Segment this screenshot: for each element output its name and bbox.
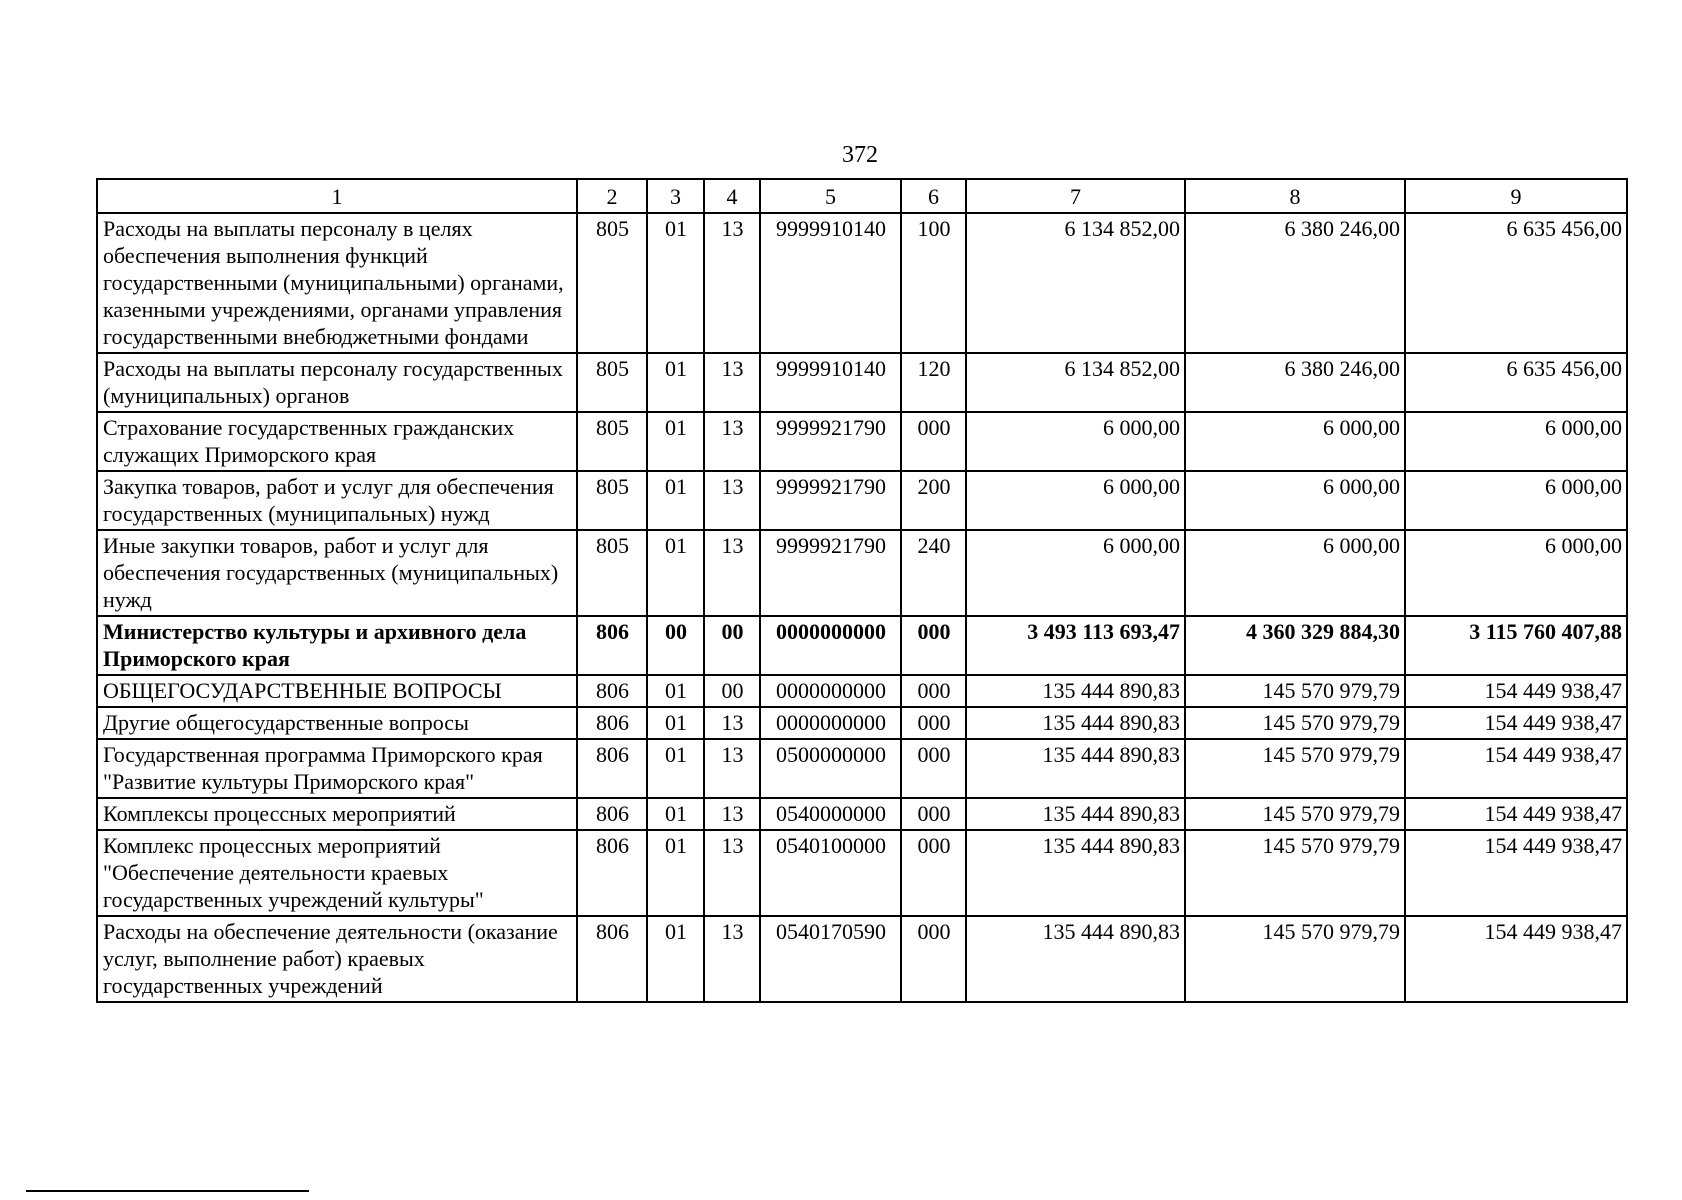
- code-cell: 0500000000: [760, 739, 901, 798]
- code-cell: 120: [901, 353, 966, 412]
- code-cell: 01: [647, 739, 704, 798]
- table-row: [97, 616, 1627, 675]
- code-cell: 9999910140: [760, 353, 901, 412]
- amount-cell: 145 570 979,79: [1185, 916, 1405, 1002]
- row-name-cell: Страхование государственных гражданских служащих Приморского края: [97, 412, 577, 471]
- code-cell: 13: [704, 707, 760, 739]
- amount-cell: 6 000,00: [1405, 471, 1627, 530]
- row-name-cell: Комплексы процессных мероприятий: [97, 798, 577, 830]
- row-name-cell: Расходы на выплаты персоналу государственных (муниципальных) органов: [97, 353, 577, 412]
- header-cell: 8: [1185, 179, 1405, 213]
- amount-cell: 154 449 938,47: [1405, 675, 1627, 707]
- amount-cell: 145 570 979,79: [1185, 830, 1405, 916]
- amount-cell: 6 000,00: [1405, 412, 1627, 471]
- code-cell: 13: [704, 213, 760, 353]
- code-cell: 200: [901, 471, 966, 530]
- amount-cell: 6 380 246,00: [1185, 353, 1405, 412]
- code-cell: 13: [704, 530, 760, 616]
- amount-cell: 145 570 979,79: [1185, 739, 1405, 798]
- code-cell: 00: [704, 616, 760, 675]
- amount-cell: 4 360 329 884,30: [1185, 616, 1405, 675]
- row-name-cell: Министерство культуры и архивного дела Приморского края: [97, 616, 577, 675]
- header-cell: 9: [1405, 179, 1627, 213]
- amount-cell: 3 115 760 407,88: [1405, 616, 1627, 675]
- code-cell: 0540100000: [760, 830, 901, 916]
- amount-cell: 154 449 938,47: [1405, 798, 1627, 830]
- code-cell: 01: [647, 707, 704, 739]
- code-cell: 805: [577, 530, 647, 616]
- row-name-cell: Комплекс процессных мероприятий "Обеспечение деятельности краевых государственных учреждений культуры": [97, 830, 577, 916]
- amount-cell: 135 444 890,83: [966, 675, 1185, 707]
- code-cell: 000: [901, 739, 966, 798]
- code-cell: 9999921790: [760, 412, 901, 471]
- row-name-cell: ОБЩЕГОСУДАРСТВЕННЫЕ ВОПРОСЫ: [97, 675, 577, 707]
- amount-cell: 135 444 890,83: [966, 707, 1185, 739]
- code-cell: 806: [577, 707, 647, 739]
- code-cell: 01: [647, 213, 704, 353]
- table-row: [97, 739, 1627, 798]
- code-cell: 806: [577, 830, 647, 916]
- header-cell: 5: [760, 179, 901, 213]
- code-cell: 13: [704, 471, 760, 530]
- amount-cell: 145 570 979,79: [1185, 675, 1405, 707]
- budget-table: [96, 178, 1628, 1003]
- amount-cell: 135 444 890,83: [966, 916, 1185, 1002]
- amount-cell: 6 000,00: [1185, 530, 1405, 616]
- code-cell: 01: [647, 353, 704, 412]
- amount-cell: 6 000,00: [1405, 530, 1627, 616]
- code-cell: 13: [704, 798, 760, 830]
- amount-cell: 135 444 890,83: [966, 739, 1185, 798]
- code-cell: 805: [577, 471, 647, 530]
- row-name-cell: Расходы на обеспечение деятельности (оказание услуг, выполнение работ) краевых государственных учреждений: [97, 916, 577, 1002]
- code-cell: 805: [577, 213, 647, 353]
- amount-cell: 154 449 938,47: [1405, 916, 1627, 1002]
- code-cell: 13: [704, 916, 760, 1002]
- code-cell: 01: [647, 675, 704, 707]
- row-name-cell: Другие общегосударственные вопросы: [97, 707, 577, 739]
- amount-cell: 6 000,00: [966, 471, 1185, 530]
- amount-cell: 6 635 456,00: [1405, 213, 1627, 353]
- table-row: [97, 471, 1627, 530]
- amount-cell: 3 493 113 693,47: [966, 616, 1185, 675]
- code-cell: 806: [577, 616, 647, 675]
- code-cell: 13: [704, 739, 760, 798]
- header-cell: 3: [647, 179, 704, 213]
- code-cell: 000: [901, 798, 966, 830]
- amount-cell: 135 444 890,83: [966, 798, 1185, 830]
- code-cell: 806: [577, 916, 647, 1002]
- code-cell: 0540170590: [760, 916, 901, 1002]
- code-cell: 0000000000: [760, 616, 901, 675]
- amount-cell: 135 444 890,83: [966, 830, 1185, 916]
- amount-cell: 6 000,00: [966, 412, 1185, 471]
- code-cell: 806: [577, 798, 647, 830]
- code-cell: 9999921790: [760, 471, 901, 530]
- footnote-divider: [26, 1190, 309, 1192]
- row-name-cell: Закупка товаров, работ и услуг для обеспечения государственных (муниципальных) нужд: [97, 471, 577, 530]
- code-cell: 805: [577, 412, 647, 471]
- code-cell: 000: [901, 616, 966, 675]
- code-cell: 13: [704, 412, 760, 471]
- code-cell: 806: [577, 675, 647, 707]
- code-cell: 000: [901, 830, 966, 916]
- code-cell: 00: [704, 675, 760, 707]
- amount-cell: 145 570 979,79: [1185, 707, 1405, 739]
- table-row: [97, 798, 1627, 830]
- amount-cell: 6 380 246,00: [1185, 213, 1405, 353]
- table-row: [97, 353, 1627, 412]
- amount-cell: 145 570 979,79: [1185, 798, 1405, 830]
- row-name-cell: Государственная программа Приморского края "Развитие культуры Приморского края": [97, 739, 577, 798]
- code-cell: 806: [577, 739, 647, 798]
- amount-cell: 6 000,00: [966, 530, 1185, 616]
- row-name-cell: Иные закупки товаров, работ и услуг для обеспечения государственных (муниципальных) нужд: [97, 530, 577, 616]
- code-cell: 01: [647, 471, 704, 530]
- code-cell: 805: [577, 353, 647, 412]
- code-cell: 000: [901, 412, 966, 471]
- amount-cell: 6 000,00: [1185, 471, 1405, 530]
- table-row: [97, 530, 1627, 616]
- amount-cell: 6 134 852,00: [966, 353, 1185, 412]
- table-row: [97, 707, 1627, 739]
- code-cell: 0540000000: [760, 798, 901, 830]
- header-cell: 1: [97, 179, 577, 213]
- amount-cell: 154 449 938,47: [1405, 739, 1627, 798]
- header-cell: 7: [966, 179, 1185, 213]
- code-cell: 100: [901, 213, 966, 353]
- header-cell: 2: [577, 179, 647, 213]
- header-cell: 4: [704, 179, 760, 213]
- code-cell: 0000000000: [760, 707, 901, 739]
- code-cell: 01: [647, 830, 704, 916]
- code-cell: 13: [704, 353, 760, 412]
- code-cell: 01: [647, 916, 704, 1002]
- amount-cell: 154 449 938,47: [1405, 707, 1627, 739]
- table-row: [97, 213, 1627, 353]
- code-cell: 9999910140: [760, 213, 901, 353]
- table-row: [97, 675, 1627, 707]
- page-number: 372: [842, 142, 878, 168]
- amount-cell: 6 635 456,00: [1405, 353, 1627, 412]
- amount-cell: 6 134 852,00: [966, 213, 1185, 353]
- code-cell: 00: [647, 616, 704, 675]
- table-row: [97, 412, 1627, 471]
- table-row: [97, 916, 1627, 1002]
- header-row: [97, 179, 1627, 213]
- code-cell: 000: [901, 707, 966, 739]
- code-cell: 240: [901, 530, 966, 616]
- code-cell: 01: [647, 798, 704, 830]
- header-cell: 6: [901, 179, 966, 213]
- table-row: [97, 830, 1627, 916]
- code-cell: 9999921790: [760, 530, 901, 616]
- row-name-cell: Расходы на выплаты персоналу в целях обеспечения выполнения функций государственными (муниципальными) органами, казенными учреждениями, органами управления государственными внебюджетными фондами: [97, 213, 577, 353]
- code-cell: 0000000000: [760, 675, 901, 707]
- amount-cell: 6 000,00: [1185, 412, 1405, 471]
- code-cell: 01: [647, 530, 704, 616]
- code-cell: 000: [901, 675, 966, 707]
- amount-cell: 154 449 938,47: [1405, 830, 1627, 916]
- code-cell: 01: [647, 412, 704, 471]
- code-cell: 13: [704, 830, 760, 916]
- code-cell: 000: [901, 916, 966, 1002]
